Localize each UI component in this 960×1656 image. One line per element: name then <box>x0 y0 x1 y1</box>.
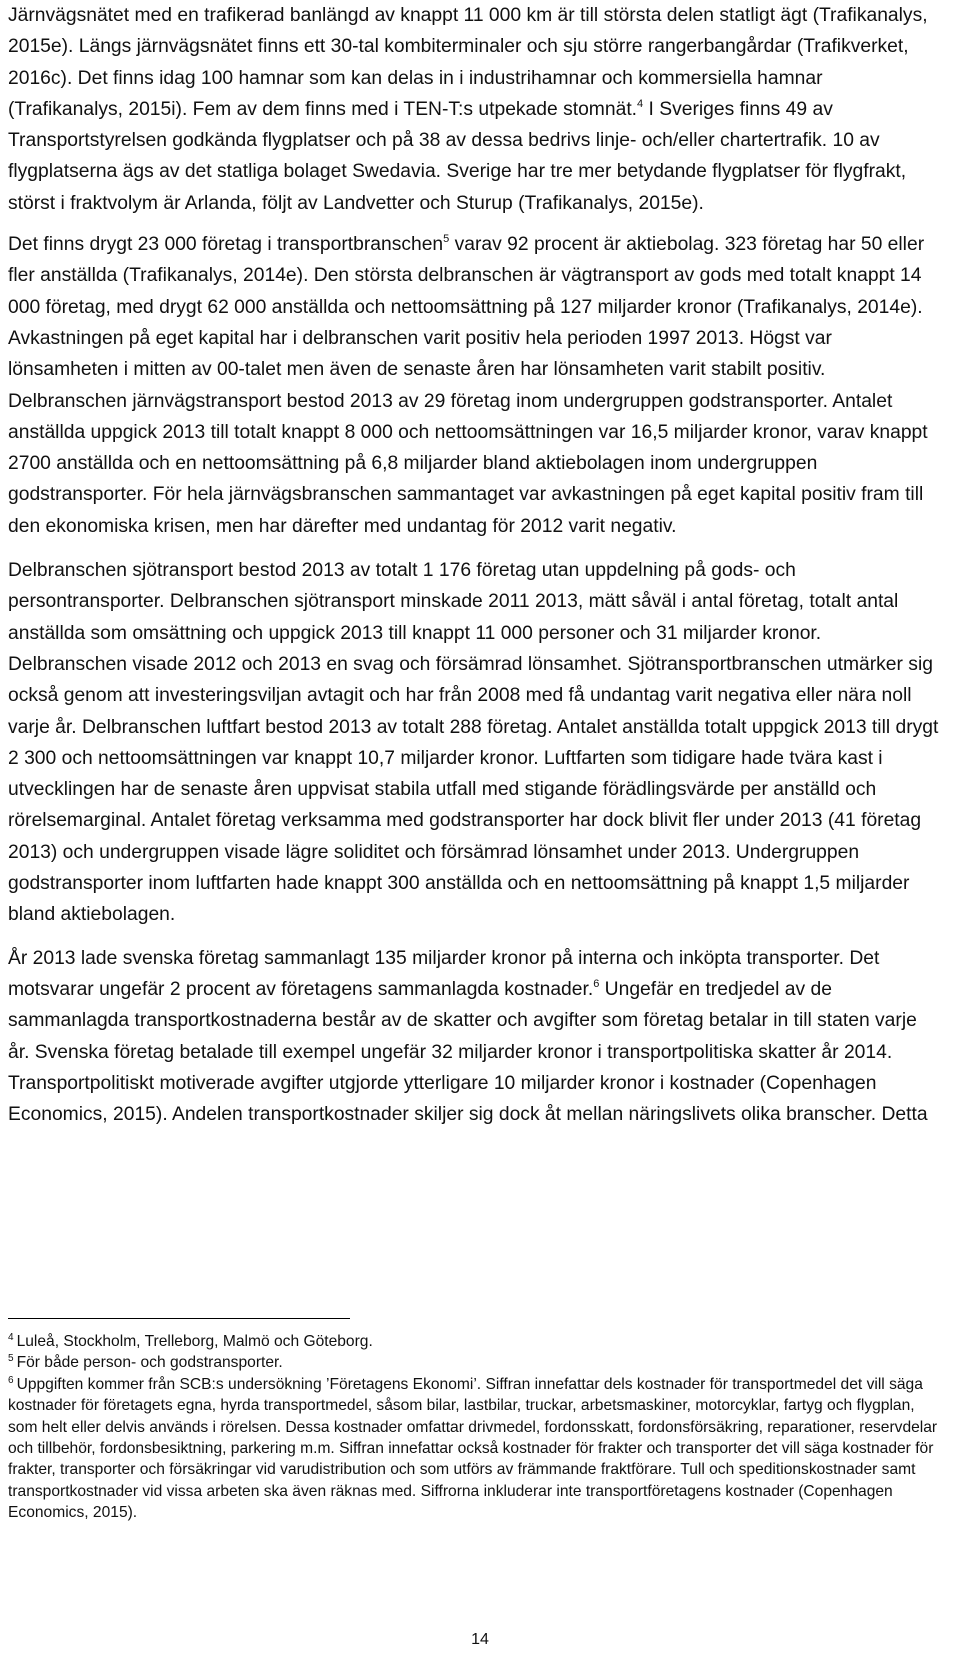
footnote-text: Uppgiften kommer från SCB:s undersökning ’Företagens Ekonomi’. Siffran innefattar dels kostnader för transportmedel det vill säga kostnader för företagets egna, hyrda transportmedel, såsom bilar, lastbilar, truckar, arbetsmaskiner, motorcyklar, fartyg och flygplan, som helt eller delvis används i rörelsen. Dessa kostnader omfattar drivmedel, fordonsskatt, fordonsförsäkring, reparationer, reservdelar och tillbehör, fordonsbesiktning, parkering m.m. Siffran innefattar också kostnader för frakter och transporter det vill säga kostnader för frakter, transporter och försäkringar vid varudistribution och som utförs av främmande fraktförare. Tull och speditionskostnader samt transportkostnader vid vissa arbeten ska även räknas med. Siffrorna inkluderar inte transportföretagens kostnader (Copenhagen Economics, 2015). <box>8 1375 938 1522</box>
footnote-ref-6[interactable]: 6 <box>593 977 600 990</box>
footnote-number: 5 <box>8 1353 14 1365</box>
footnote-ref-5[interactable]: 5 <box>443 233 450 246</box>
footnote-4 <box>8 1331 940 1352</box>
footnote-number: 4 <box>8 1332 14 1343</box>
paragraph-infrastructure <box>8 0 940 219</box>
paragraph-text: Järnvägsnätet med en trafikerad banlängd av knappt 11 000 km är till största delen statligt ägt (Trafikanalys, 2015e). Längs järnvägsnätet finns ett 30-tal kombiterminaler och sju större rangerbangårdar (Trafikverket, 2016c). Det finns idag 100 hamnar som kan delas in i industrihamnar och kommersiella hamnar (Trafikanalys, 2015i). Fem av dem finns med i TEN-T:s utpekade stomnät. <box>8 5 928 120</box>
paragraph-text: Delbranschen sjötransport bestod 2013 av totalt 1 176 företag utan uppdelning på gods- och persontransporter. Delbranschen sjötransport minskade 2011 2013, mätt såväl i antal företag, totalt antal anställda som omsättning och uppgick 2013 till knappt 11 000 personer och 31 miljarder kronor. Delbranschen visade 2012 och 2013 en svag och försämrad lönsamhet. Sjötransportbranschen utmärker sig också genom att investeringsviljan avtagit och har från 2008 med få undantag varit negativa eller nära noll varje år. Delbranschen luftfart bestod 2013 av totalt 288 företag. Antalet anställda totalt uppgick 2013 till drygt 2 300 och nettoomsättningen var knappt 10,7 miljarder kronor. Luftfarten som tidigare hade tvära kast i utvecklingen har de senaste åren uppvisat stabila utfall med stigande förädlingsvärde per anställd och rörelsemarginal. Antalet företag verksamma med godstransporter har dock blivit fler under 2013 (41 företag 2013) och undergruppen visade lägre soliditet och försämrad lönsamhet under 2013. Undergruppen godstransporter inom luftfarten hade knappt 300 anställda och en nettoomsättning på knappt 1,5 miljarder bland aktiebolagen. <box>8 560 939 926</box>
paragraph-text: Ungefär en tredjedel av de sammanlagda transportkostnaderna består av de skatter och avgifter som företag betalar in till staten varje år. Svenska företag betalade till exempel ungefär 32 miljarder kronor i transportpolitiska skatter år 2014. Transportpolitiskt motiverade avgifter utgjorde ytterligare 10 miljarder kronor i kostnader (Copenhagen Economics, 2015). Andelen transportkostnader skiljer sig dock åt mellan näringslivets olika branscher. Detta <box>8 978 928 1126</box>
footnote-ref-4[interactable]: 4 <box>637 97 644 110</box>
paragraph-text: Det finns drygt 23 000 företag i transportbranschen <box>8 234 444 256</box>
footnote-text: Luleå, Stockholm, Trelleborg, Malmö och Göteborg. <box>16 1333 373 1350</box>
page-body <box>8 0 940 1130</box>
footnote-divider <box>8 1318 350 1319</box>
paragraph-text: I Sveriges finns 49 av Transportstyrelsen godkända flygplatser och på 38 av dessa bedrivs linje- och/eller chartertrafik. 10 av flygplatserna ägs av det statliga bolaget Swedavia. Sverige har tre mer betydande flygplatser för flygfrakt, störst i fraktvolym är Arlanda, följt av Landvetter och Sturup (Trafikanalys, 2015e). <box>8 98 907 214</box>
paragraph-companies <box>8 229 940 542</box>
page-number: 14 <box>471 1631 489 1648</box>
paragraph-transport-costs <box>8 943 940 1131</box>
paragraph-text: År 2013 lade svenska företag sammanlagt 135 miljarder kronor på interna och inköpta transporter. Det motsvarar ungefär 2 procent av företagens sammanlagda kostnader. <box>8 947 880 1000</box>
footnote-6 <box>8 1374 940 1524</box>
paragraph-text: varav 92 procent är aktiebolag. 323 företag har 50 eller fler anställda (Trafikanalys, 2014e). Den största delbranschen är vägtransport av gods med totalt knappt 14 000 företag, med drygt 62 000 anställda och nettoomsättning på 127 miljarder kronor (Trafikanalys, 2014e). Avkastningen på eget kapital har i delbranschen varit positiv hela perioden 1997 2013. Högst var lönsamheten i mitten av 00-talet men även de senaste åren har lönsamheten varit stabilt positiv. Delbranschen järnvägstransport bestod 2013 av 29 företag inom undergruppen godstransporter. Antalet anställda uppgick 2013 till totalt knappt 8 000 och nettoomsättningen var 16,5 miljarder kronor, varav knappt 2700 anställda och en nettoomsättning på 6,8 miljarder bland aktiebolagen inom undergruppen godstransporter. För hela järnvägsbranschen sammantaget var avkastningen på eget kapital positiv fram till den ekonomiska krisen, men har därefter med undantag för 2012 varit negativ. <box>8 234 928 537</box>
footnote-number: 6 <box>8 1374 14 1386</box>
footnote-text: För både person- och godstransporter. <box>16 1354 283 1372</box>
footnote-5 <box>8 1352 940 1373</box>
paragraph-shipping-aviation <box>8 555 940 931</box>
footnotes <box>8 1331 940 1524</box>
